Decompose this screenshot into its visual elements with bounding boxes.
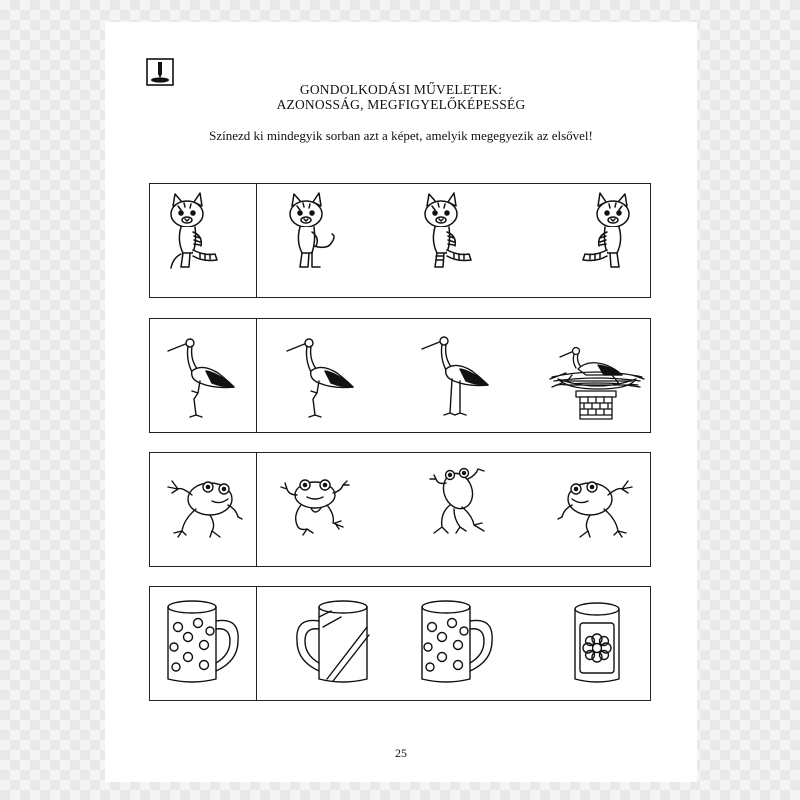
- striped-mug-picture-option-1[interactable]: [267, 587, 377, 700]
- frog-picture-option-3[interactable]: [542, 453, 652, 566]
- page-number: 25: [395, 746, 407, 760]
- stork-picture-option-1[interactable]: [267, 319, 377, 432]
- row-mug: [149, 586, 651, 701]
- frog-reference-picture[interactable]: [148, 453, 258, 566]
- cat-picture-option-3[interactable]: [542, 184, 652, 297]
- dotted-mug-picture-option-2[interactable]: [402, 587, 512, 700]
- stork-reference-picture[interactable]: [148, 319, 258, 432]
- row-stork: [149, 318, 651, 433]
- dotted-mug-reference-picture[interactable]: [148, 587, 258, 700]
- instruction-text: Színezd ki mindegyik sorban azt a képet, amelyik megegyezik az elsővel!: [209, 128, 593, 143]
- cat-picture-option-1[interactable]: [267, 184, 377, 297]
- page-title-line2: AZONOSSÁG, MEGFIGYELŐKÉPESSÉG: [276, 97, 526, 112]
- flower-cup-picture-option-3[interactable]: [542, 587, 652, 700]
- row-cat: [149, 183, 651, 298]
- frog-picture-option-2[interactable]: [402, 453, 512, 566]
- stork-picture-option-2[interactable]: [402, 319, 512, 432]
- frog-picture-option-1[interactable]: [267, 453, 377, 566]
- stork-in-nest-picture-option-3[interactable]: [542, 319, 652, 432]
- row-frog: [149, 452, 651, 567]
- page-title-line1: GONDOLKODÁSI MŰVELETEK:: [299, 82, 503, 97]
- cat-reference-picture[interactable]: [148, 184, 258, 297]
- cat-picture-option-2[interactable]: [402, 184, 512, 297]
